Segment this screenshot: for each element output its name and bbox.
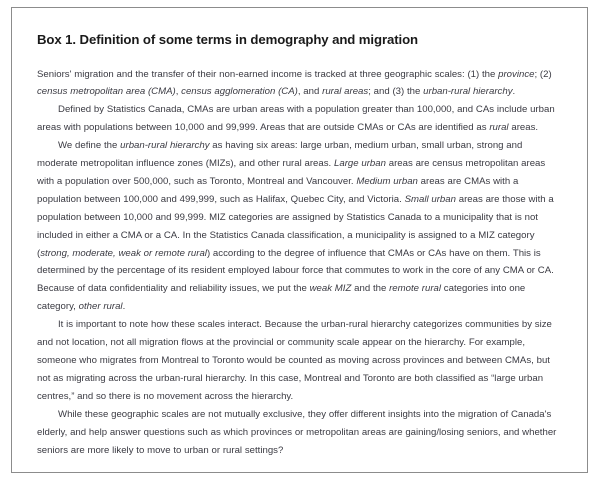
text-run: areas. (508, 122, 539, 134)
emphasized-term: weak MIZ (309, 283, 352, 295)
text-run: areas are CMAs with a population between 100,000 and 499,999, such as Halifax, Quebec City, and Victoria. (37, 175, 519, 205)
paragraph-p4-scales-interact (37, 316, 562, 406)
emphasized-term: other rural (78, 301, 123, 313)
text-run: We define the (58, 140, 121, 152)
emphasized-term: province (498, 68, 535, 80)
text-run: ; and (3) the (368, 86, 424, 98)
text-run: Seniors' migration and the transfer of their non-earned income is tracked at three geographic scales: (1) the (37, 68, 499, 80)
paragraph-p5-conclusion (37, 406, 562, 460)
emphasized-term: strong, moderate, weak (40, 247, 141, 259)
paragraph-p3-urban-rural-hierarchy (37, 137, 562, 316)
paragraph-p1-geographic-scales (37, 66, 562, 102)
text-run: and the (351, 283, 390, 295)
text-run: ; (2) (534, 68, 552, 80)
text-run: categories into one category, (37, 283, 526, 313)
text-run: While these geographic scales are not mutually exclusive, they offer different insights into the migration of Canada's elderly, and help answer questions such as which provinces or metropolitan areas are gaining/losing seniors, and whether seniors are more likely to move to urban or rural settings? (37, 408, 557, 456)
text-run: areas are those with a population between 10,000 and 99,999. MIZ categories are assigned by Statistics Canada to a municipality that is not included in either a CMA or a CA. In the Statistics Canada classification, a municipality is assigned to a MIZ category ( (37, 193, 554, 259)
definition-box-content (12, 8, 587, 473)
text-run: Defined by Statistics Canada, CMAs are urban areas with a population greater than 100,000, and CAs include urban areas with populations between 10,000 and 99,999. Areas that are outside CMAs or CAs are identified as (37, 104, 555, 134)
text-run: , (175, 86, 182, 98)
box-title: Box 1. Definition of some terms in demography and migration (37, 32, 418, 47)
emphasized-term: Large urban (334, 158, 386, 170)
emphasized-term: remote rural (389, 283, 442, 295)
definition-box (11, 7, 588, 473)
emphasized-term: census agglomeration (CA) (181, 86, 298, 98)
text-run: as having six areas: large urban, medium urban, small urban, strong and moderate metropolitan influence zones (MIZs), and other rural areas. (37, 140, 523, 170)
text-run: , and (297, 86, 323, 98)
emphasized-term: Medium urban (356, 175, 418, 187)
text-run: areas are census metropolitan areas with a population over 500,000, such as Toronto, Montreal and Vancouver. (37, 158, 546, 187)
emphasized-term: Small urban (404, 193, 456, 205)
emphasized-term: census metropolitan area (CMA) (37, 86, 176, 98)
text-run: It is important to note how these scales interact. Because the urban-rural hierarchy categorizes communities by size and not location, not all migration flows at the provincial or community scale appear on the hierarchy. For example, someone who migrates from Montreal to Toronto would be counted as moving across provinces and between CMAs, but not as migrating across the urban-rural hierarchy. In this case, Montreal and Toronto are both classified as “large urban centres,” and so there is no movement across the hierarchy. (37, 319, 552, 402)
text-run: . (122, 301, 126, 313)
emphasized-term: rural areas (322, 86, 369, 98)
emphasized-term: or remote rural (143, 247, 207, 259)
emphasized-term: urban-rural hierarchy (120, 140, 210, 152)
emphasized-term: rural (489, 122, 509, 134)
text-run: . (512, 86, 516, 98)
paragraph-p2-cma-ca-definitions (37, 101, 562, 137)
text-run: ) according to the degree of influence that CMAs or CAs have on them. This is determined by the percentage of its resident employed labour force that commutes to work in the core of any CMA or CA. Because of data confidentiality and reliability issues, we put the (37, 247, 554, 295)
emphasized-term: urban-rural hierarchy (423, 86, 513, 98)
box-body-text (37, 66, 562, 460)
